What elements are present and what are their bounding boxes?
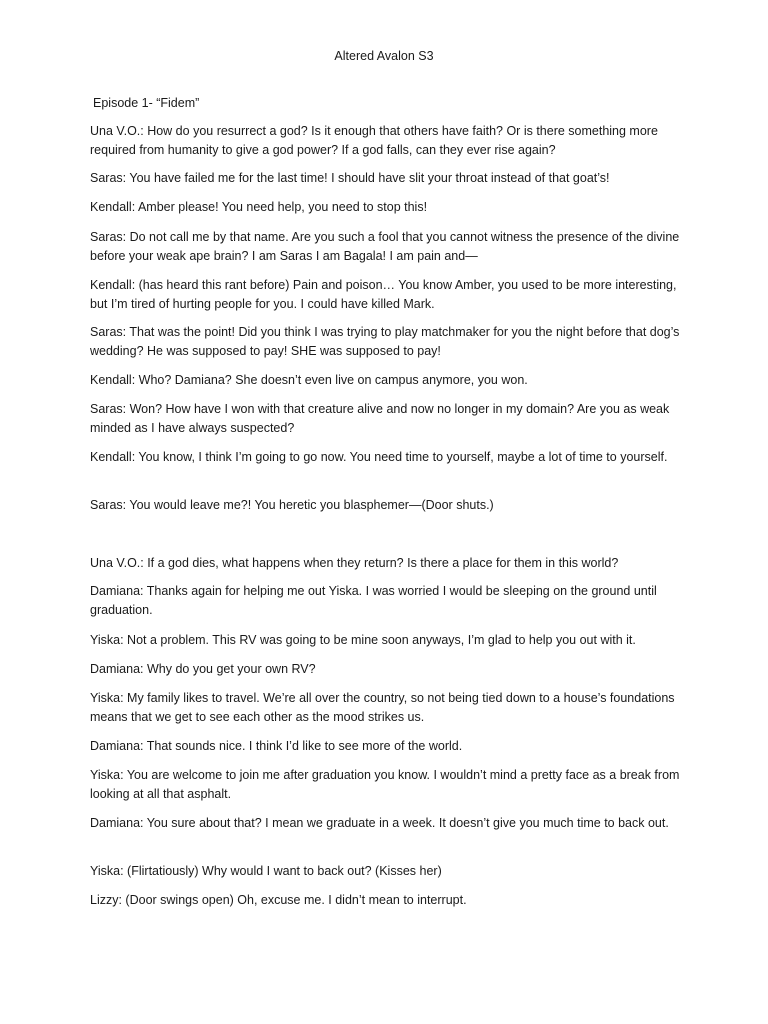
script-line: Kendall: You know, I think I’m going to go now. You need time to yourself, maybe a lot of time to yourself. [90, 450, 668, 464]
script-line: Damiana: Thanks again for helping me out Yiska. I was worried I would be sleeping on the ground until graduation. [90, 584, 657, 617]
script-line: Kendall: Amber please! You need help, you need to stop this! [90, 200, 428, 214]
script-line: Lizzy: (Door swings open) Oh, excuse me. I didn’t mean to interrupt. [90, 893, 467, 907]
script-line: Saras: Won? How have I won with that creature alive and now no longer in my domain? Are you as weak minded as I have always suspected? [90, 402, 670, 435]
script-line: Saras: You would leave me?! You heretic you blasphemer—(Door shuts.) [90, 498, 494, 512]
script-line: Kendall: Who? Damiana? She doesn’t even live on campus anymore, you won. [90, 373, 528, 387]
script-line: Yiska: My family likes to travel. We’re all over the country, so not being tied down to a house’s foundations means that we get to see each other as the mood strikes us. [90, 691, 675, 724]
script-line: Yiska: Not a problem. This RV was going to be mine soon anyways, I’m glad to help you out with it. [90, 633, 636, 647]
script-line: Damiana: Why do you get your own RV? [90, 662, 316, 676]
script-line: Saras: Do not call me by that name. Are you such a fool that you cannot witness the presence of the divine before your weak ape brain? I am Saras I am Bagala! I am pain and— [90, 230, 680, 263]
document-title: Altered Avalon S3 [334, 49, 434, 63]
script-line: Kendall: (has heard this rant before) Pain and poison… You know Amber, you used to be more interesting, but I’m tired of hurting people for you. I could have killed Mark. [90, 278, 677, 311]
script-line: Una V.O.: How do you resurrect a god? Is it enough that others have faith? Or is there something more required from humanity to give a god power? If a god falls, can they ever rise again? [90, 124, 658, 157]
script-line: Yiska: You are welcome to join me after graduation you know. I wouldn’t mind a pretty face as a break from looking at all that asphalt. [90, 768, 680, 801]
episode-heading: Episode 1- “Fidem” [93, 96, 200, 110]
script-line: Una V.O.: If a god dies, what happens when they return? Is there a place for them in this world? [90, 556, 619, 570]
script-line: Yiska: (Flirtatiously) Why would I want to back out? (Kisses her) [90, 864, 442, 878]
script-line: Saras: You have failed me for the last time! I should have slit your throat instead of that goat’s! [90, 171, 610, 185]
script-line: Saras: That was the point! Did you think I was trying to play matchmaker for you the night before that dog’s wedding? He was supposed to pay! SHE was supposed to pay! [90, 325, 680, 358]
script-line: Damiana: That sounds nice. I think I’d like to see more of the world. [90, 739, 463, 753]
script-line: Damiana: You sure about that? I mean we graduate in a week. It doesn’t give you much time to back out. [90, 816, 669, 830]
